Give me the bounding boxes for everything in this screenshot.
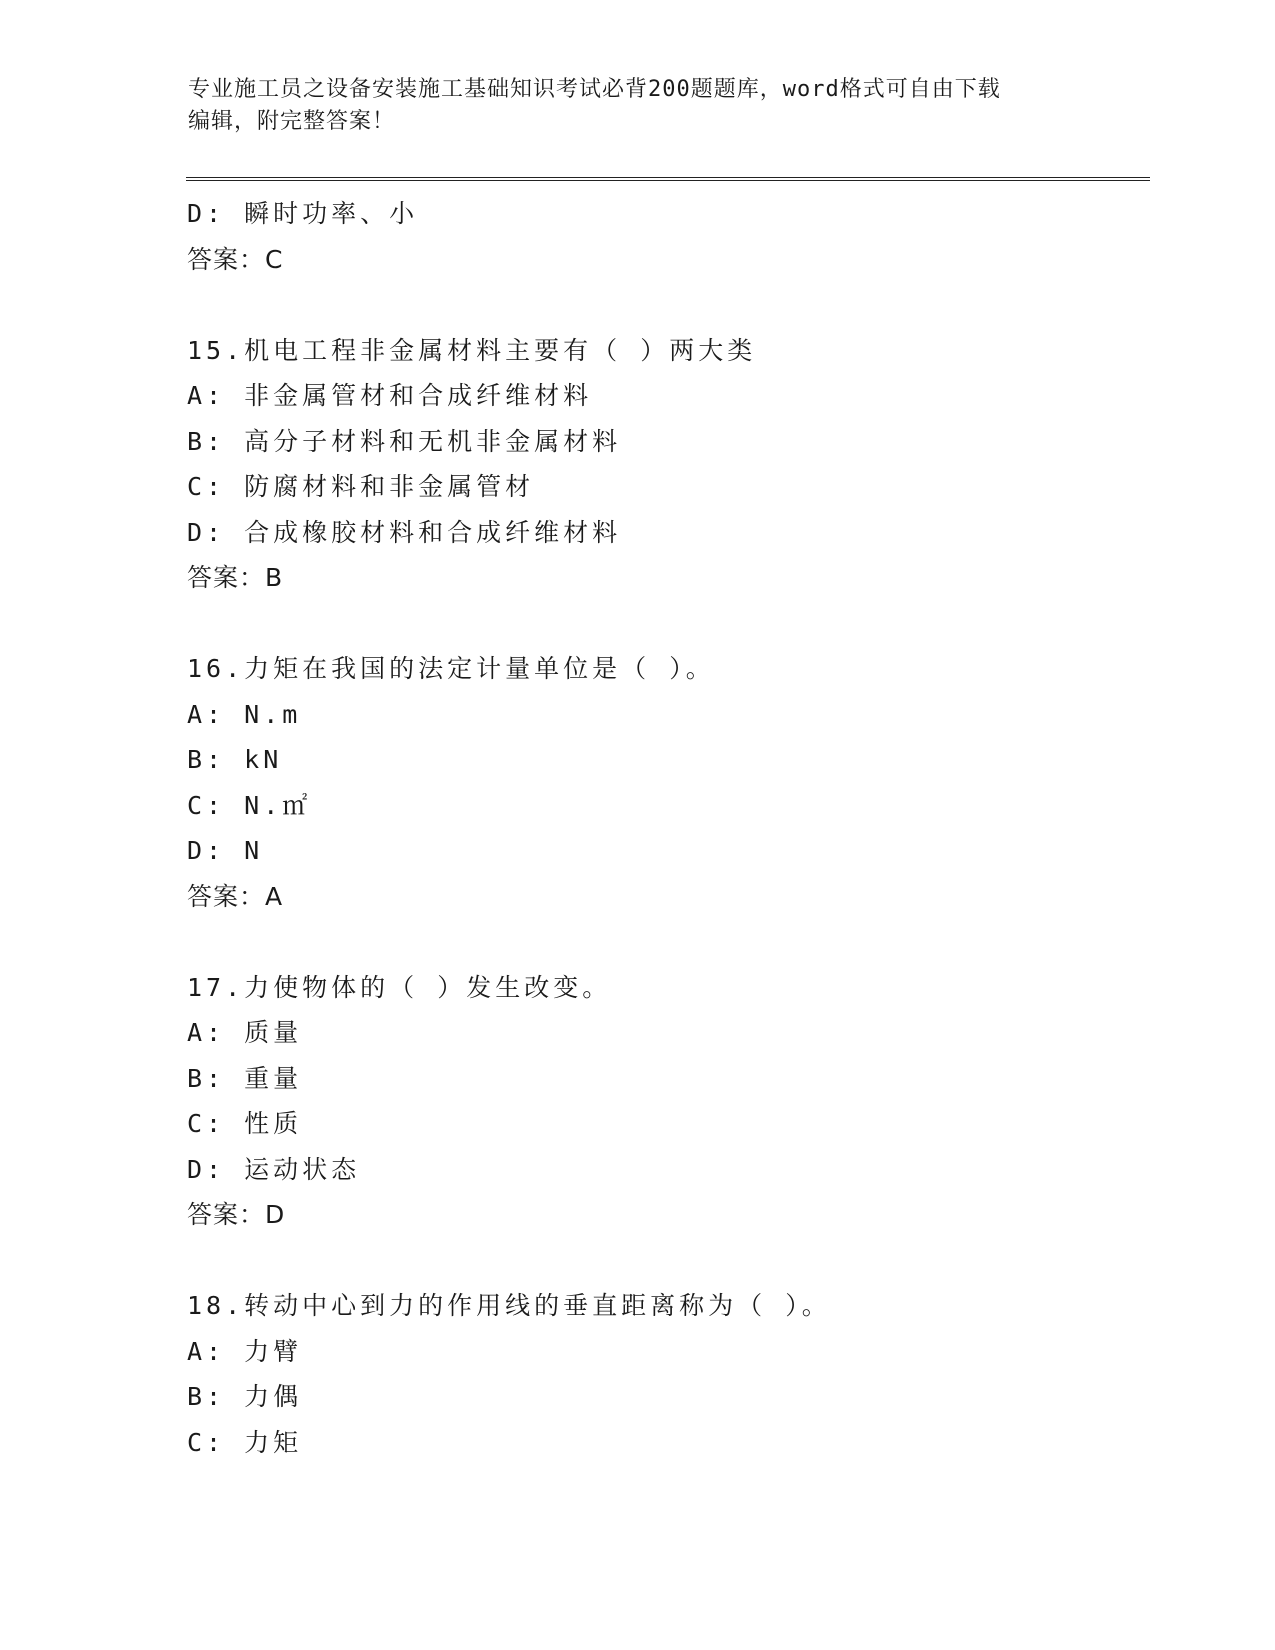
option-a: A: 质量 [187, 1018, 303, 1047]
answer: 答案：A [187, 881, 284, 911]
header-line-1: 专业施工员之设备安装施工基础知识考试必背200题题库，word格式可自由下载 [188, 77, 1001, 102]
header-divider [186, 177, 1150, 181]
answer: 答案：D [187, 1200, 286, 1229]
option-a: A: N.m [187, 699, 302, 729]
question-title: 18.转动中心到力的作用线的垂直距离称为（ ）。 [187, 1291, 831, 1320]
question-title: 15.机电工程非金属材料主要有（ ）两大类 [187, 335, 757, 365]
document-header [188, 74, 1088, 138]
question-16 [187, 646, 1147, 919]
option-b: B: 高分子材料和无机非金属材料 [187, 426, 622, 456]
option-b: B: kN [187, 745, 283, 774]
option-d: D: N [187, 836, 264, 865]
question-17 [187, 965, 1147, 1238]
answer: 答案：B [187, 563, 284, 592]
option-c: C: N.㎡ [187, 790, 312, 820]
option-c: C: 力矩 [187, 1427, 303, 1457]
option-d: D: 合成橡胶材料和合成纤维材料 [187, 517, 622, 547]
answer: 答案：C [187, 244, 284, 274]
question-18 [187, 1283, 1147, 1465]
option-c: C: 性质 [187, 1109, 303, 1138]
option-a: A: 力臂 [187, 1336, 303, 1366]
option-c: C: 防腐材料和非金属管材 [187, 472, 535, 501]
option-b: B: 力偶 [187, 1382, 303, 1411]
header-line-2: 编辑，附完整答案！ [188, 109, 396, 134]
option-d: D: 瞬时功率、小 [187, 199, 419, 228]
option-a: A: 非金属管材和合成纤维材料 [187, 381, 593, 410]
question-title: 17.力使物体的（ ）发生改变。 [187, 972, 612, 1002]
question-title: 16.力矩在我国的法定计量单位是（ ）。 [187, 654, 715, 683]
question-15 [187, 328, 1147, 601]
option-b: B: 重量 [187, 1063, 303, 1093]
question-list [187, 191, 1147, 1465]
option-d: D: 运动状态 [187, 1154, 361, 1184]
